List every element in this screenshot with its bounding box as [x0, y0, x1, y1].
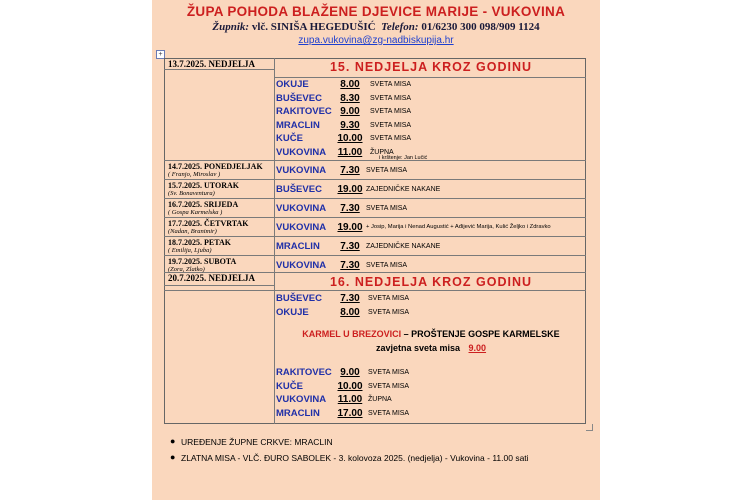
mass-note: SVETA MISA [368, 409, 410, 417]
votive-label: zavjetna sveta misa [375, 343, 460, 353]
mass-time: 8.00 [340, 79, 360, 90]
sunday-date-15: 13.7.2025. NEDJELJA [168, 59, 256, 69]
mass-place: MRACLIN [276, 241, 320, 252]
mass-place: MRACLIN [276, 119, 320, 131]
mass-place: BUŠEVEC [276, 184, 322, 195]
mass-note: ZAJEDNIČKE NAKANE [366, 243, 441, 250]
phone-label: Telefon: [381, 21, 419, 33]
row-divider [164, 255, 586, 256]
mass-time: 10.00 [337, 133, 363, 144]
weekday-date: 17.7.2025. ČETVRTAK [168, 219, 249, 228]
mass-time: 11.00 [337, 146, 363, 158]
table-resize-handle[interactable] [586, 424, 593, 431]
mass-time: 9.30 [340, 119, 360, 131]
row-divider [164, 179, 586, 180]
votive-time: 9.00 [468, 343, 487, 353]
mass-place: VUKOVINA [276, 203, 327, 214]
mass-note: ZAJEDNIČKE NAKANE [366, 186, 441, 193]
mass-note: SVETA MISA [366, 167, 408, 174]
saint-names: ( Emilija, Ljuba) [168, 247, 212, 254]
column-divider [274, 58, 275, 424]
mass-note: SVETA MISA [366, 205, 408, 212]
pastor-name: vlč. SINIŠA HEGEDUŠIĆ [251, 21, 376, 33]
mass-time: 9.00 [340, 106, 360, 117]
mass-place: VUKOVINA [276, 146, 327, 158]
mass-place: VUKOVINA [276, 394, 327, 405]
karmel-feast: – PROŠTENJE GOSPE KARMELSKE [403, 329, 560, 339]
parish-title: ŽUPA POHODA BLAŽENE DJEVICE MARIJE - VUKOVINA [186, 4, 566, 19]
mass-time: 7.30 [340, 203, 360, 214]
sunday-title-16: 16. NEDJELJA KROZ GODINU [329, 275, 533, 289]
mass-time: 8.30 [340, 92, 360, 104]
mass-time: 9.00 [340, 367, 360, 378]
weekday-date: 16.7.2025. SRIJEDA [168, 200, 239, 209]
table-move-handle-icon[interactable]: + [156, 50, 165, 59]
saint-names: ( Gospa Karmelska ) [168, 209, 223, 216]
bullet-icon: ● [170, 436, 176, 446]
weekday-date: 15.7.2025. UTORAK [168, 181, 239, 190]
mass-note: ŽUPNA [370, 148, 394, 156]
row-divider [164, 236, 586, 237]
mass-time: 7.30 [340, 293, 360, 304]
mass-time: 19.00 [337, 222, 363, 233]
saint-names: (Zora, Zlatko) [168, 266, 205, 273]
saint-names: (Sv. Bonaventura) [168, 190, 215, 197]
mass-place: OKUJE [276, 79, 309, 90]
row-divider [164, 160, 586, 161]
mass-note: SVETA MISA [370, 135, 412, 142]
mass-place: OKUJE [276, 306, 309, 318]
mass-note: SVETA MISA [368, 308, 410, 316]
baptism-note: i krštenje: Jan Lučić [379, 155, 428, 161]
mass-time: 11.00 [337, 394, 363, 405]
mass-note: SVETA MISA [368, 369, 410, 376]
mass-note: ŽUPNA [368, 396, 392, 403]
mass-note: + Josip, Marija i Nenad Augustić + Ađijević Marija, Kulić Željko i Zdravko [366, 224, 551, 230]
saint-names: ( Franjo, Miroslav ) [168, 171, 221, 178]
mass-place: RAKITOVEC [276, 106, 332, 117]
email-link[interactable]: zupa.vukovina@zg-nadbiskupija.hr [298, 35, 454, 46]
mass-note: SVETA MISA [368, 295, 410, 302]
karmel-line [276, 329, 586, 339]
weekday-date: 18.7.2025. PETAK [168, 238, 231, 247]
mass-note: SVETA MISA [366, 262, 408, 269]
mass-note: SVETA MISA [368, 382, 410, 390]
mass-time: 7.30 [340, 165, 360, 176]
mass-note: SVETA MISA [370, 81, 412, 88]
row-divider [164, 285, 274, 286]
row-divider [164, 69, 274, 70]
row-divider [164, 217, 586, 218]
contact-line [152, 21, 600, 33]
karmel-place: KARMEL U BREZOVICI [302, 329, 402, 339]
mass-place: BUŠEVEC [276, 92, 322, 104]
saint-names: (Nadan, Branimir) [168, 228, 217, 235]
row-divider [274, 77, 586, 78]
notice-item: UREĐENJE ŽUPNE CRKVE: MRACLIN [181, 437, 333, 447]
votive-mass-line [276, 343, 586, 353]
pastor-label: Župnik: [212, 21, 250, 33]
mass-place: BUŠEVEC [276, 293, 322, 304]
mass-place: VUKOVINA [276, 222, 327, 233]
mass-place: RAKITOVEC [276, 367, 332, 378]
row-divider [164, 198, 586, 199]
mass-time: 17.00 [337, 407, 363, 419]
weekday-date: 19.7.2025. SUBOTA [168, 257, 237, 266]
notice-item: ZLATNA MISA - VLČ. ĐURO SABOLEK - 3. kolovoza 2025. (nedjelja) - Vukovina - 11.00 sati [181, 453, 529, 463]
mass-place: VUKOVINA [276, 260, 327, 271]
mass-time: 19.00 [337, 184, 363, 195]
mass-place: KUČE [276, 133, 303, 144]
row-divider [164, 290, 586, 291]
mass-place: MRACLIN [276, 407, 320, 419]
mass-time: 8.00 [340, 306, 360, 318]
mass-note: SVETA MISA [370, 94, 412, 102]
mass-time: 7.30 [340, 260, 360, 271]
sunday-title-15: 15. NEDJELJA KROZ GODINU [329, 60, 533, 74]
mass-note: SVETA MISA [370, 108, 412, 115]
sunday-date-16: 20.7.2025. NEDJELJA [168, 273, 256, 283]
weekday-date: 14.7.2025. PONEDJELJAK [168, 162, 263, 171]
mass-note: SVETA MISA [370, 121, 412, 129]
bullet-icon: ● [170, 452, 176, 462]
mass-time: 10.00 [337, 380, 363, 392]
mass-place: VUKOVINA [276, 165, 327, 176]
mass-place: KUČE [276, 380, 303, 392]
phone-numbers: 01/6230 300 098/909 1124 [421, 21, 540, 33]
mass-time: 7.30 [340, 241, 360, 252]
